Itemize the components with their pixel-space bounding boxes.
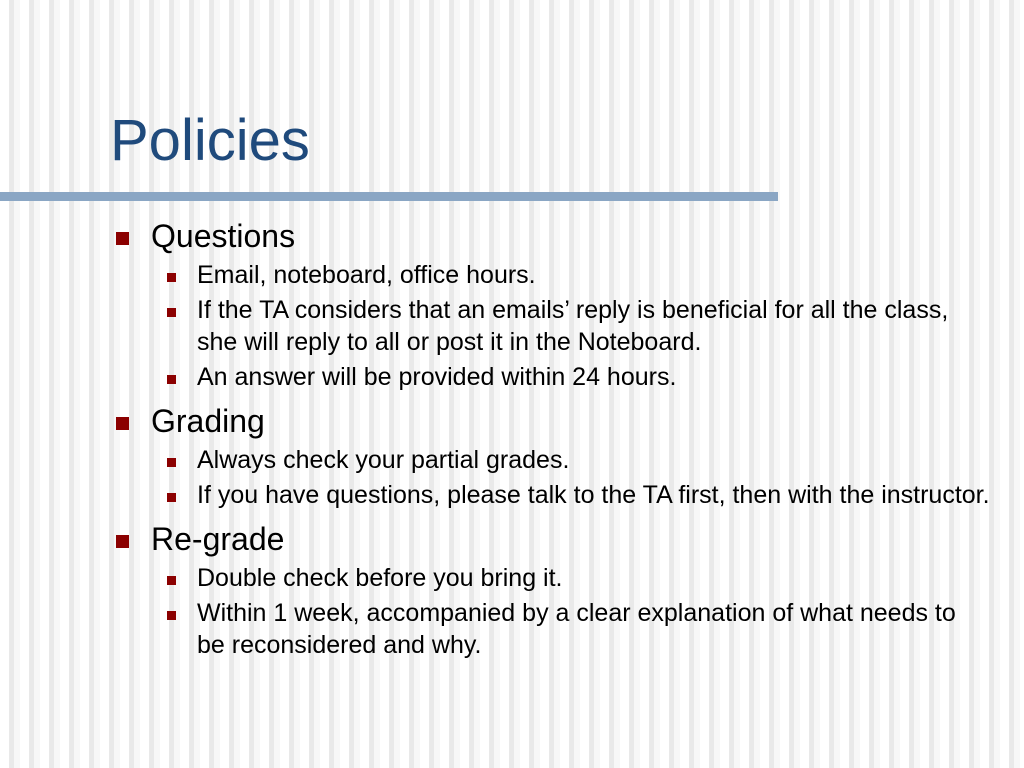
list-item (110, 361, 990, 393)
sub-bullet-list (110, 259, 990, 393)
sub-bullet-list (110, 562, 990, 661)
section-regrade (110, 519, 990, 661)
list-item-text: If the TA considers that an emails’ reply is beneficial for all the class, she will reply to all or post it in the Noteboard. (197, 296, 949, 356)
list-item-text: Email, noteboard, office hours. (197, 261, 536, 289)
list-item-text: Always check your partial grades. (197, 446, 570, 474)
sub-bullet-list (110, 444, 990, 511)
list-item-text: Double check before you bring it. (197, 564, 563, 592)
list-item-text: If you have questions, please talk to the TA first, then with the instructor. (197, 481, 990, 509)
list-item (110, 259, 990, 291)
square-bullet-icon (167, 611, 176, 620)
slide-title: Policies (110, 108, 310, 173)
list-item-text: An answer will be provided within 24 hours. (197, 363, 677, 391)
list-item-text: Within 1 week, accompanied by a clear explanation of what needs to be reconsidered and why. (197, 599, 956, 659)
list-item (110, 562, 990, 594)
square-bullet-icon (167, 308, 176, 317)
section-heading-text: Questions (151, 218, 296, 254)
list-item (110, 294, 990, 358)
square-bullet-icon (116, 535, 129, 548)
slide-content (110, 216, 990, 669)
section-heading (110, 216, 990, 256)
title-divider (0, 192, 778, 201)
list-item (110, 479, 990, 511)
list-item (110, 444, 990, 476)
square-bullet-icon (167, 576, 176, 585)
section-grading (110, 401, 990, 511)
section-questions (110, 216, 990, 393)
list-item (110, 597, 990, 661)
section-heading-text: Re-grade (151, 521, 285, 557)
section-heading (110, 519, 990, 559)
square-bullet-icon (167, 493, 176, 502)
square-bullet-icon (116, 417, 129, 430)
section-heading-text: Grading (151, 403, 265, 439)
square-bullet-icon (167, 375, 176, 384)
square-bullet-icon (167, 273, 176, 282)
square-bullet-icon (116, 232, 129, 245)
section-heading (110, 401, 990, 441)
square-bullet-icon (167, 458, 176, 467)
